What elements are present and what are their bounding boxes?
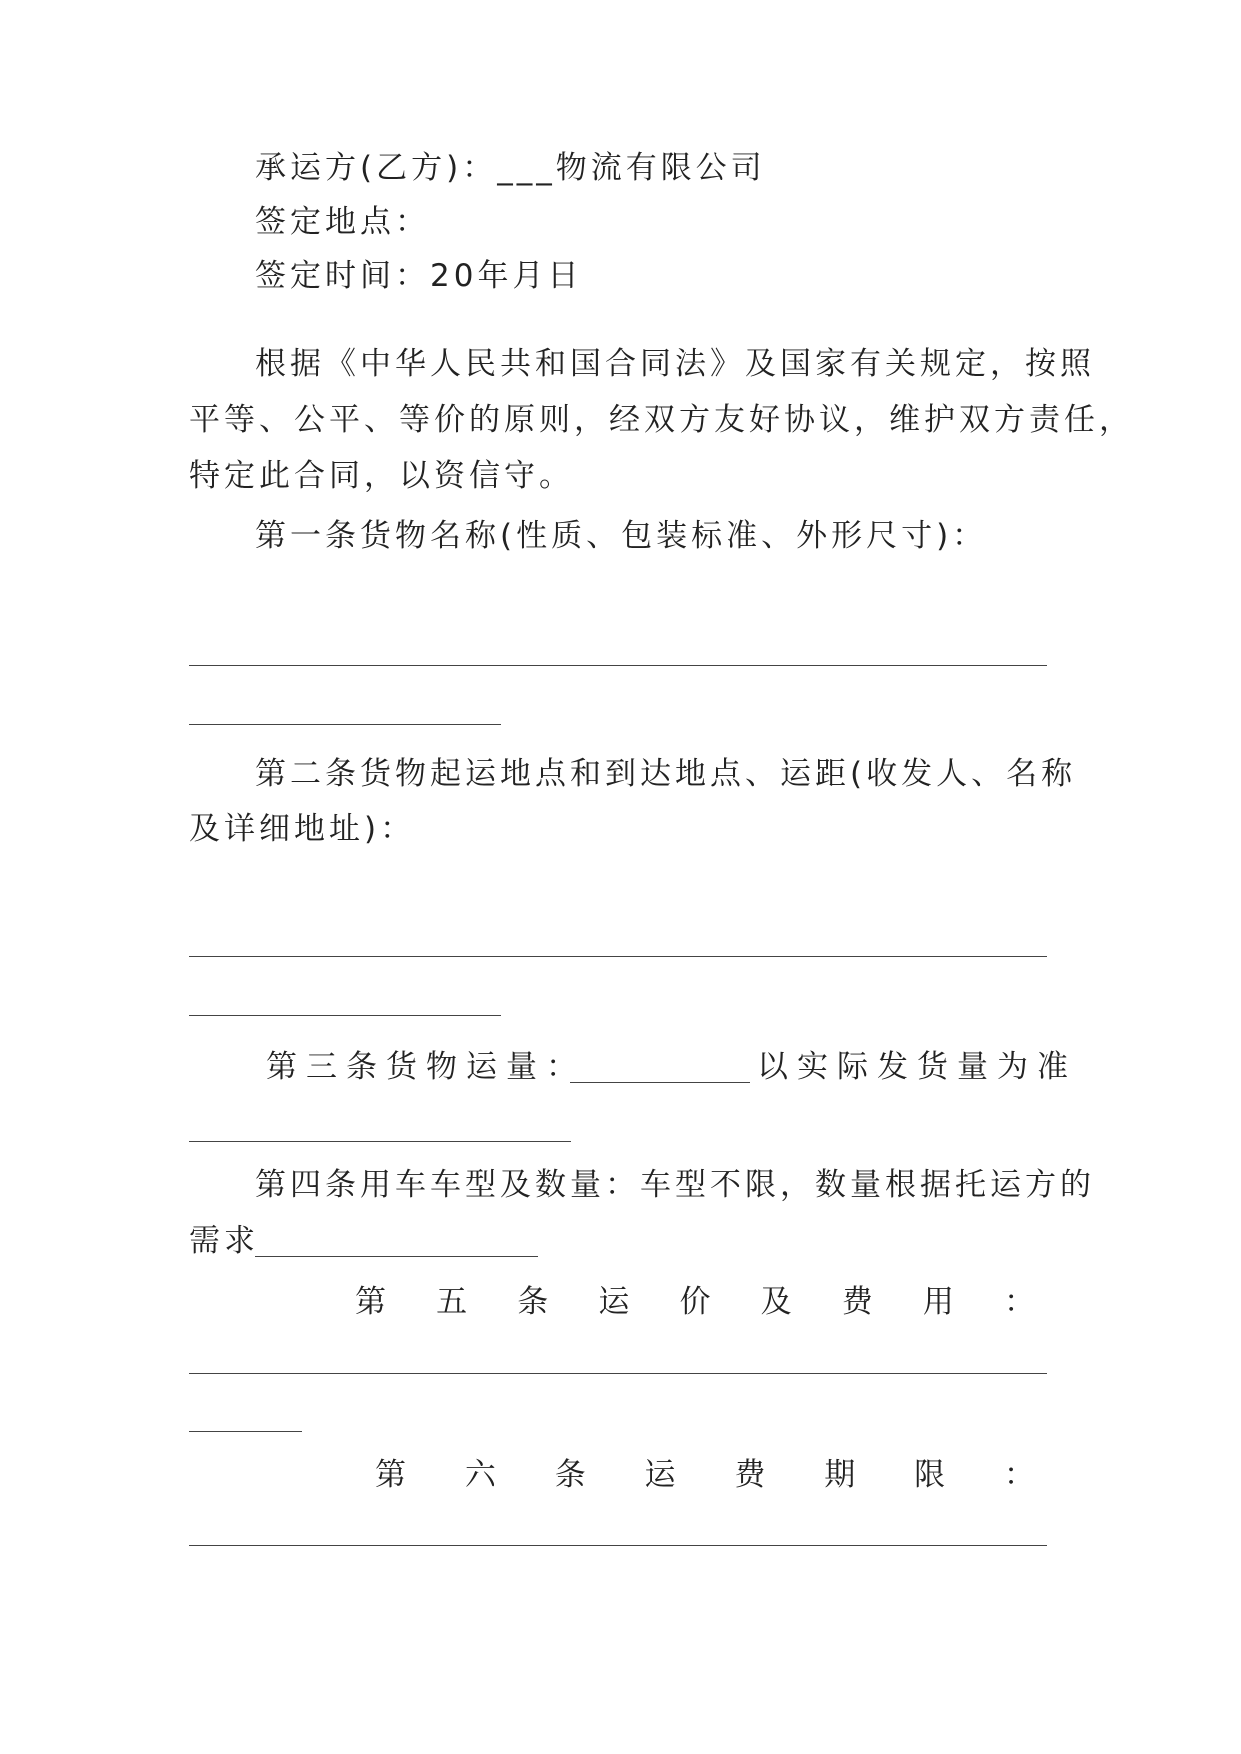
clause-6-char: 期 — [824, 1457, 856, 1493]
clause-5-blank-1 — [189, 1373, 1047, 1374]
clause-5-blank-2 — [189, 1431, 302, 1432]
clause-5-title — [355, 1280, 1035, 1324]
clause-5-char: 费 — [841, 1284, 873, 1320]
clause-3-prefix: 第三条货物运量： — [266, 1049, 586, 1085]
clause-2-line-1: 第二条货物起运地点和到达地点、运距(收发人、名称 — [255, 756, 1077, 792]
carrier-line: 承运方(乙方)：___物流有限公司 — [255, 150, 766, 186]
clause-6-char: 运 — [644, 1457, 676, 1493]
clause-1-blank-1 — [189, 665, 1047, 666]
clause-6-char: 限 — [914, 1457, 946, 1493]
clause-6-char: 第 — [375, 1457, 406, 1493]
sign-place-line: 签定地点： — [255, 204, 430, 240]
clause-5-char: 价 — [679, 1284, 711, 1320]
clause-3-blank-1 — [570, 1082, 750, 1083]
clause-6-char: 条 — [554, 1457, 586, 1493]
clause-5-char: 条 — [517, 1284, 549, 1320]
clause-5-char: 及 — [760, 1284, 792, 1320]
clause-6-char: ： — [1003, 1457, 1035, 1493]
clause-4-line-1: 第四条用车车型及数量：车型不限，数量根据托运方的 — [255, 1167, 1095, 1203]
clause-2-blank-2 — [189, 1015, 501, 1016]
preamble-line-1: 根据《中华人民共和国合同法》及国家有关规定，按照 — [255, 346, 1095, 382]
preamble-line-2: 平等、公平、等价的原则，经双方友好协议，维护双方责任， — [189, 402, 1134, 438]
clause-5-char: 五 — [436, 1284, 468, 1320]
clause-6-title — [375, 1453, 1035, 1497]
clause-3-blank-2 — [189, 1141, 571, 1142]
clause-5-char: 第 — [355, 1284, 386, 1320]
clause-3-suffix: 以实际发货量为准 — [757, 1049, 1077, 1085]
sign-time-line: 签定时间：20年月日 — [255, 258, 583, 294]
clause-5-char: ： — [1004, 1284, 1035, 1320]
clause-4-line-2: 需求 — [189, 1223, 259, 1259]
clause-1-blank-2 — [189, 724, 501, 725]
clause-6-char: 六 — [464, 1457, 496, 1493]
clause-5-char: 运 — [598, 1284, 630, 1320]
clause-2-blank-1 — [189, 956, 1047, 957]
clause-4-blank — [255, 1256, 538, 1257]
preamble-line-3: 特定此合同，以资信守。 — [189, 458, 574, 494]
clause-1-title: 第一条货物名称(性质、包装标准、外形尺寸)： — [255, 518, 988, 554]
clause-6-blank — [189, 1545, 1047, 1546]
clause-2-line-2: 及详细地址)： — [189, 811, 416, 847]
clause-6-char: 费 — [734, 1457, 766, 1493]
clause-5-char: 用 — [922, 1284, 954, 1320]
